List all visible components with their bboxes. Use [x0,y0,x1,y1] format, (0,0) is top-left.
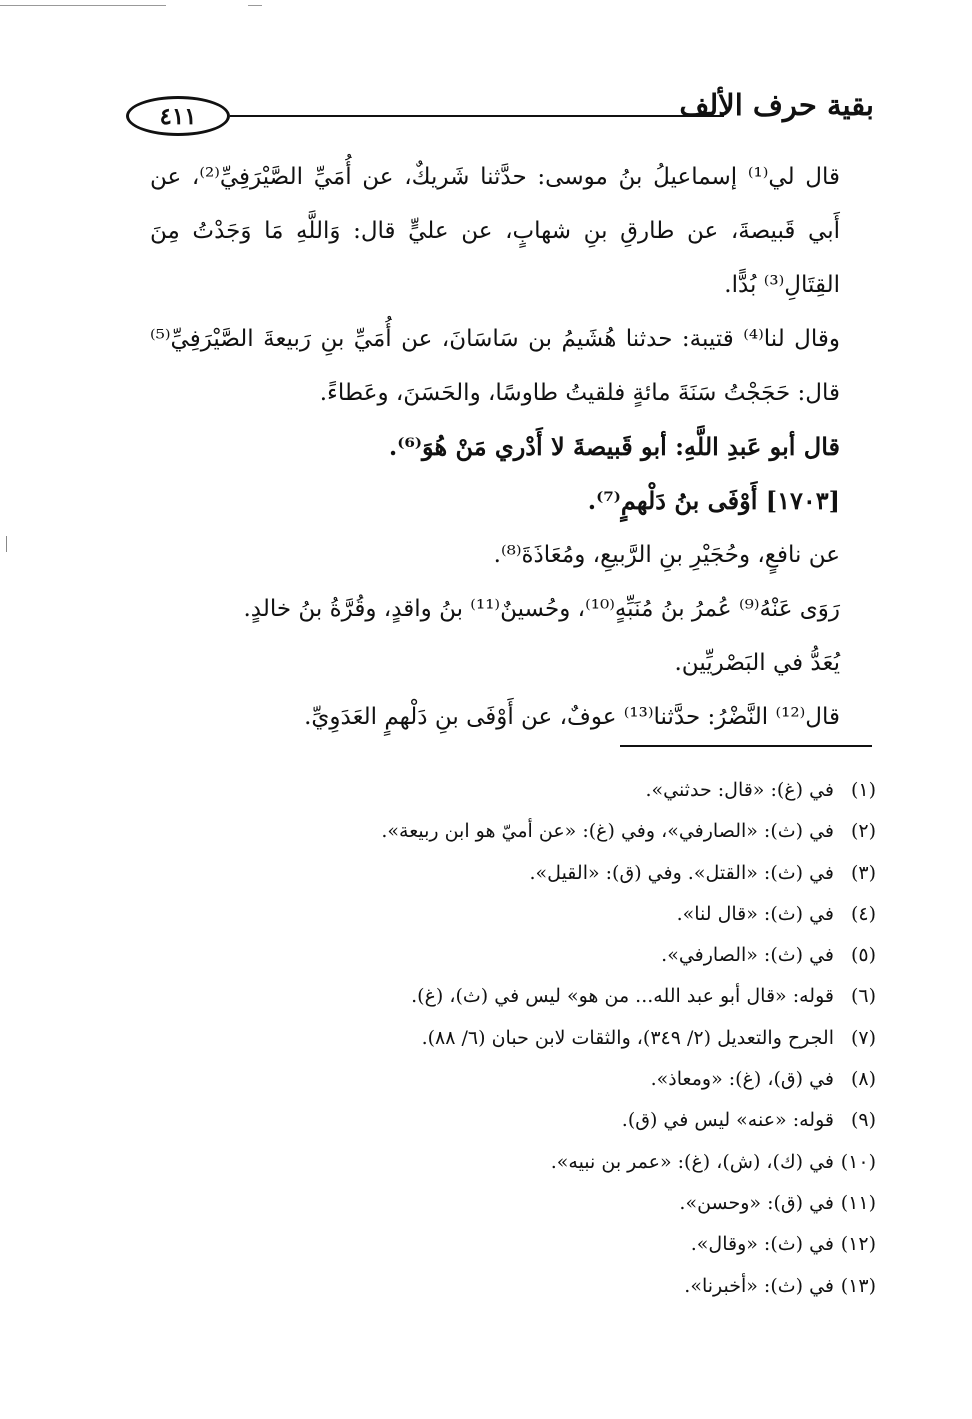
paragraph-3: قال أبو عَبدِ اللَّهِ: أبو قَبيصةَ لا أَدْري مَنْ هُوَ⁽⁶⁾. [388,432,840,461]
footnote-number: (٩) [850,1109,876,1132]
paragraph-6: رَوَى عَنْهُ⁽⁹⁾ عُمرُ بنُ مُنَبِّهٍ⁽¹⁰⁾، وحُسينٌ⁽¹¹⁾ بنُ واقدٍ، وقُرَّةُ بنُ خالدٍ. [243,596,840,622]
footnote [276,1183,876,1224]
chapter-title: بقية حرف الألف [679,88,874,122]
paragraph-1: قال لي⁽¹⁾ إسماعيلُ بنُ موسى: حدَّثنا شَريكٌ، عن أُمَيِّ الصَّيْرَفِيِّ⁽²⁾، عن أَبي قَبيصةَ، عن طارقِ بنِ شهابٍ، عن عليٍّ قال: وَاللَّهِ مَا وَجَدْتُ مِنَ القِتَالِ⁽³⁾ بُدًّا. [150,164,840,298]
header-rule [230,115,724,117]
footnote [276,1018,876,1059]
scan-edge-marks [0,0,972,12]
footnote-separator [620,745,872,747]
footnote-text: في (ث): «وقال». [690,1233,834,1256]
footnotes [276,770,876,1307]
scan-side-mark [6,536,7,552]
footnote-text: في (ث): «الصارفي». [661,944,834,967]
page-number: ٤١١ [126,96,230,136]
footnote-number: (٥) [850,944,876,967]
footnote [276,811,876,852]
footnote [276,976,876,1017]
footnote-number: (٦) [850,985,876,1008]
footnote-text: قوله: «قال أبو عبد الله... من هو» ليس في (ث)، (غ). [411,985,834,1008]
footnote-text: في (غ): «قال: حدثني». [645,779,834,801]
footnote-text: في (ق)، (غ): «ومعاذ». [650,1068,834,1091]
footnote-number: (١٠) [840,1150,876,1173]
footnote-text: في (ق): «وحسن». [679,1191,834,1214]
main-text [150,150,866,744]
footnote-number: (٧) [850,1026,876,1049]
paragraph-8: قال⁽¹²⁾ النَّضْرُ: حدَّثنا⁽¹³⁾ عوفٌ، عن أَوْفَى بنِ دَلْهمٍ العَدَوِيِّ. [304,704,840,730]
footnote [276,935,876,976]
footnote [276,770,876,811]
footnote-number: (١١) [840,1191,876,1214]
footnote-number: (١) [850,779,876,801]
footnote-text: الجرح والتعديل (٢/ ٣٤٩)، والثقات لابن حبان (٦/ ٨٨). [421,1026,834,1049]
page-header [118,74,874,144]
footnote-number: (٤) [850,902,876,925]
footnote [276,1059,876,1100]
footnote-number: (١٢) [840,1233,876,1256]
footnote-number: (٣) [850,861,876,884]
footnote-text: في (ث): «قال لنا». [676,902,834,925]
footnote [276,894,876,935]
paragraph-2: وقال لنا⁽⁴⁾ قتيبة: حدثنا هُشَيمُ بن سَاسَانَ، عن أُمَيِّ بنِ رَبيعةَ الصَّيْرَفِيِّ⁽⁵⁾ قال: حَجَجْتُ سَنَةَ مائةٍ فلقيتُ طاوسًا، والحَسَنَ، وعَطاءً. [150,326,840,406]
footnote-number: (٨) [850,1068,876,1091]
footnote-number: (٢) [850,820,876,843]
footnote [276,853,876,894]
footnote-text: في (ك)، (ش)، (غ): «عمر بن نبيه». [550,1150,834,1173]
paragraph-5: عن نافعٍ، وحُجَيْرِ بنِ الرَّبيعِ، ومُعَاذَةَ⁽⁸⁾. [493,542,840,568]
footnote [276,1100,876,1141]
footnote-text: في (ث): «القتل». وفي (ق): «القيل». [529,861,834,884]
paragraph-7: يُعَدُّ في البَصْريِّين. [674,650,840,676]
footnote [276,1224,876,1265]
footnote [276,1266,876,1307]
footnote-text: في (ث): «الصارفي»، وفي (غ): «عن أميّ هو ابن ربيعة». [381,820,834,843]
footnote-text: قوله: «عنه» ليس في (ق). [621,1109,834,1132]
entry-heading: [١٧٠٣] أَوْفَى بنُ دَلْهمٍ⁽⁷⁾. [587,486,840,515]
footnote-text: في (ث): «أخبرنا». [684,1274,834,1297]
footnote [276,1142,876,1183]
footnote-number: (١٣) [840,1274,876,1297]
